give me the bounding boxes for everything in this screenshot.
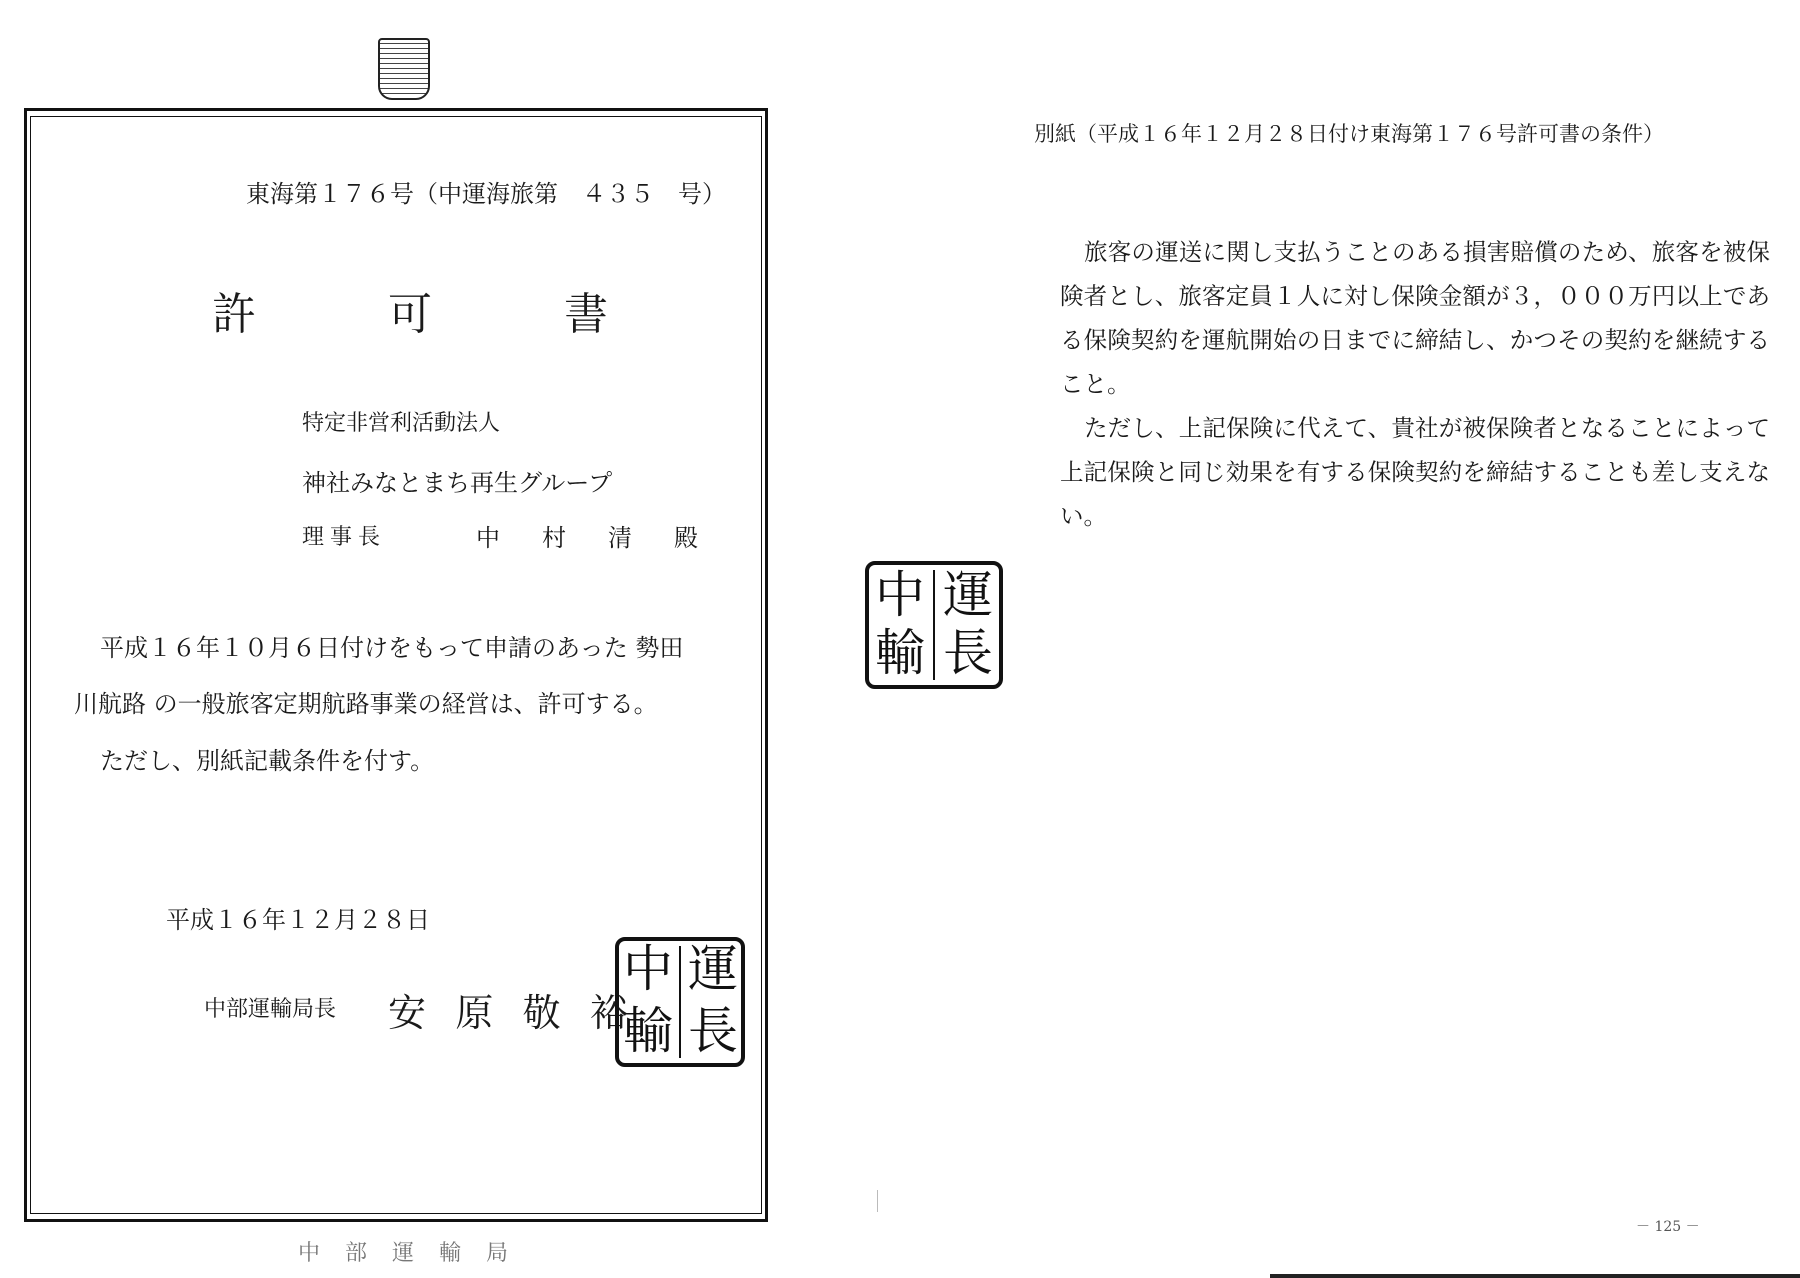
emblem-crest <box>378 38 430 100</box>
scan-mark <box>877 1190 878 1212</box>
seal-char: 輸 <box>875 624 925 682</box>
title-char: 許 <box>212 289 256 340</box>
document-number: 東海第１７６号（中運海旅第 ４３５ 号） <box>246 180 726 208</box>
footer-char: 局 <box>485 1241 508 1266</box>
page-number: － 125 － <box>1636 1219 1700 1235</box>
permit-body-line: ただし、別紙記載条件を付す。 <box>100 747 435 775</box>
name-char: 清 <box>608 524 632 552</box>
seal-char: 長 <box>688 1002 738 1060</box>
issuer-name <box>388 982 628 1037</box>
footer-char: 中 <box>298 1241 321 1266</box>
issue-date: 平成１６年１２月２８日 <box>166 906 430 934</box>
seal-char: 中 <box>875 566 925 624</box>
recipient-org-type: 特定非営利活動法人 <box>302 411 501 436</box>
condition-paragraph: ただし、上記保険に代えて、貴社が被保険者となることによって上記保険と同じ効果を有する保険契約を締結することも差し支えない。 <box>1060 414 1770 530</box>
name-char: 殿 <box>674 524 698 552</box>
seal-char: 中 <box>623 940 673 998</box>
official-seal-stamp <box>614 936 746 1068</box>
publisher-footer <box>298 1236 508 1267</box>
recipient-org-name: 神社みなとまち再生グループ <box>302 469 613 497</box>
title-char: 書 <box>564 289 608 340</box>
title-char: 可 <box>388 289 432 340</box>
footer-char: 部 <box>344 1241 367 1266</box>
seal-char: 運 <box>943 566 993 624</box>
issuer-name-char: 敬 <box>522 991 561 1035</box>
condition-text <box>1060 230 1770 538</box>
name-char: 村 <box>542 524 566 552</box>
annex-seal-stamp <box>864 560 1004 690</box>
seal-char: 長 <box>943 624 993 682</box>
footer-char: 運 <box>391 1241 414 1266</box>
permit-body-line: 川航路 の一般旅客定期航路事業の経営は、許可する。 <box>74 690 658 718</box>
issuer-title: 中部運輸局長 <box>204 997 337 1022</box>
seal-char: 運 <box>688 940 738 998</box>
seal-char: 輸 <box>623 1002 673 1060</box>
page-edge-shadow <box>1270 1274 1800 1278</box>
annex-heading: 別紙（平成１６年１２月２８日付け東海第１７６号許可書の条件） <box>1034 122 1664 146</box>
footer-char: 輸 <box>438 1241 461 1266</box>
issuer-name-char: 原 <box>455 991 494 1035</box>
issuer-name-char: 安 <box>388 991 427 1035</box>
issuer-name-char: 裕 <box>589 991 628 1035</box>
name-char: 中 <box>476 524 500 552</box>
recipient-name <box>476 518 698 553</box>
condition-paragraph: 旅客の運送に関し支払うことのある損害賠償のため、旅客を被保険者とし、旅客定員１人に対し保険金額が３，０００万円以上である保険契約を運航開始の日までに締結し、かつその契約を継続すること。 <box>1060 238 1770 398</box>
recipient-role: 理事長 <box>302 525 387 550</box>
document-title <box>212 278 608 342</box>
permit-body-line: 平成１６年１０月６日付けをもって申請のあった 勢田 <box>100 634 684 662</box>
